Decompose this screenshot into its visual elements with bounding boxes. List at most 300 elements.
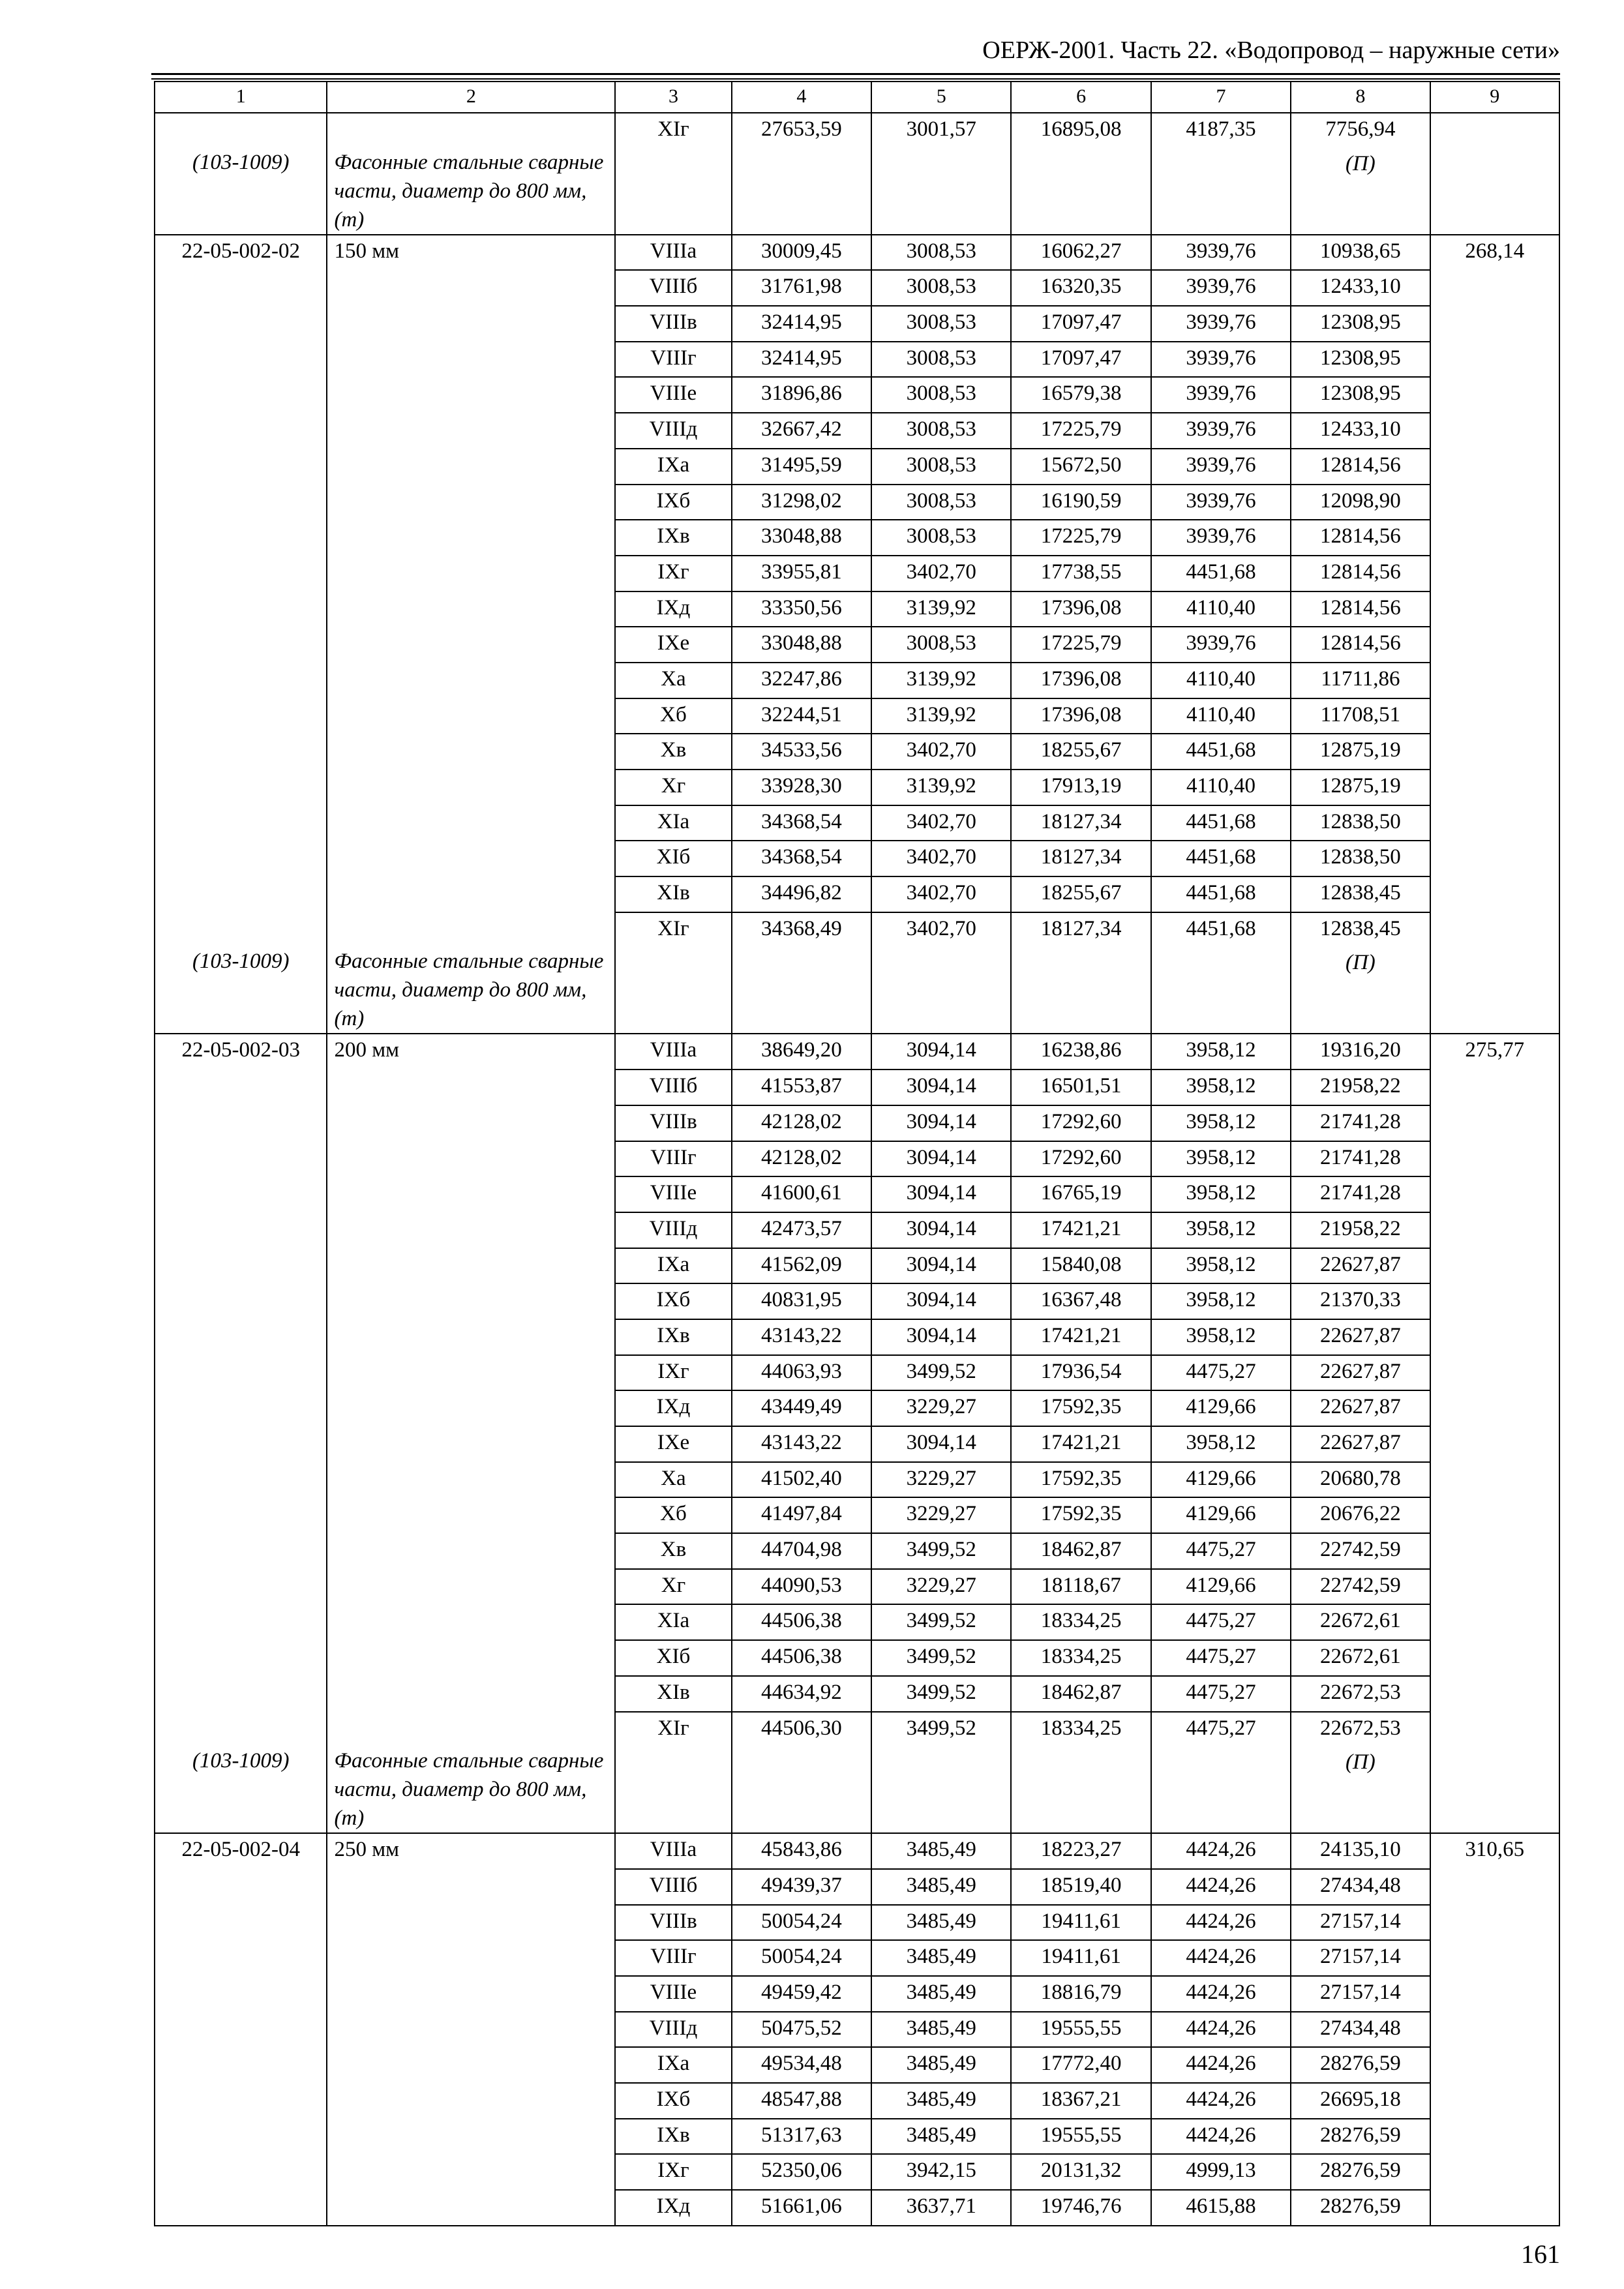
name-cell [327, 1462, 615, 1498]
value-cell: 3485,49 [871, 1833, 1011, 1869]
value-cell: 32244,51 [732, 698, 871, 734]
value-cell: 27434,48 [1291, 1869, 1430, 1905]
name-cell [327, 449, 615, 485]
code-cell [155, 1533, 327, 1569]
value-cell: 12838,50 [1291, 841, 1430, 876]
value-cell: 41600,61 [732, 1176, 871, 1212]
value-cell: 21741,28 [1291, 1105, 1430, 1141]
value-cell: 18367,21 [1011, 2083, 1150, 2119]
col9-cell [1430, 1676, 1559, 1712]
value-cell: 12875,19 [1291, 770, 1430, 805]
table-row [155, 449, 1559, 485]
value-cell: 18519,40 [1011, 1869, 1150, 1905]
zone-cell: Xв [615, 734, 731, 770]
code-cell [155, 912, 327, 948]
value-cell: 44506,38 [732, 1604, 871, 1640]
value-cell: 18255,67 [1011, 876, 1150, 912]
value-cell: 3008,53 [871, 235, 1011, 271]
value-cell: 4424,26 [1151, 2119, 1291, 2155]
name-cell [327, 1676, 615, 1712]
empty-cell [615, 148, 731, 235]
empty-cell [871, 1746, 1011, 1833]
name-cell [327, 912, 615, 948]
zone-cell: IXа [615, 1248, 731, 1284]
zone-cell: XIг [615, 912, 731, 948]
code-cell [155, 2190, 327, 2226]
name-cell [327, 1533, 615, 1569]
price-table [154, 81, 1560, 2226]
value-cell: 18334,25 [1011, 1604, 1150, 1640]
value-cell: 3402,70 [871, 556, 1011, 591]
value-cell: 27157,14 [1291, 1976, 1430, 2012]
value-cell: 10938,65 [1291, 235, 1430, 271]
col9-cell [1430, 2012, 1559, 2048]
resource-row [155, 947, 1559, 1034]
value-cell: 12308,95 [1291, 377, 1430, 413]
col9-cell [1430, 2047, 1559, 2083]
value-cell: 3008,53 [871, 485, 1011, 520]
col9-cell [1430, 342, 1559, 378]
table-row [155, 270, 1559, 306]
name-cell [327, 1497, 615, 1533]
value-cell: 17292,60 [1011, 1141, 1150, 1177]
value-cell: 4110,40 [1151, 663, 1291, 698]
value-cell: 17225,79 [1011, 627, 1150, 663]
col9-cell [1430, 805, 1559, 841]
value-cell: 51661,06 [732, 2190, 871, 2226]
zone-cell: IXв [615, 1319, 731, 1355]
column-number: 8 [1291, 82, 1430, 113]
col9-cell [1430, 1319, 1559, 1355]
code-cell [155, 1390, 327, 1426]
table-row [155, 306, 1559, 342]
value-cell: 4451,68 [1151, 841, 1291, 876]
value-cell: 22627,87 [1291, 1355, 1430, 1391]
col9-cell [1430, 270, 1559, 306]
empty-cell [615, 947, 731, 1034]
code-cell [155, 2119, 327, 2155]
value-cell: 4110,40 [1151, 770, 1291, 805]
value-cell: 3008,53 [871, 627, 1011, 663]
code-cell [155, 734, 327, 770]
value-cell: 20131,32 [1011, 2154, 1150, 2190]
value-cell: 3485,49 [871, 1940, 1011, 1976]
table-row [155, 770, 1559, 805]
table-row [155, 1833, 1559, 1869]
column-number: 3 [615, 82, 731, 113]
value-cell: 3485,49 [871, 2012, 1011, 2048]
table-row [155, 413, 1559, 449]
resource-name: Фасонные стальные сварные части, диаметр до 800 мм, (т) [327, 1746, 615, 1833]
value-cell: 3139,92 [871, 698, 1011, 734]
col9-cell [1430, 2154, 1559, 2190]
value-cell: 27434,48 [1291, 2012, 1430, 2048]
zone-cell: IXд [615, 591, 731, 627]
name-cell [327, 1905, 615, 1941]
name-cell [327, 485, 615, 520]
name-cell [327, 627, 615, 663]
table-row [155, 805, 1559, 841]
value-cell: 3939,76 [1151, 377, 1291, 413]
zone-cell: IXб [615, 485, 731, 520]
value-cell: 17592,35 [1011, 1390, 1150, 1426]
value-cell: 16238,86 [1011, 1034, 1150, 1070]
value-cell: 3939,76 [1151, 235, 1291, 271]
value-cell: 3008,53 [871, 342, 1011, 378]
col9-cell: 310,65 [1430, 1833, 1559, 1869]
value-cell: 3008,53 [871, 270, 1011, 306]
name-cell: 150 мм [327, 235, 615, 271]
table-row [155, 1283, 1559, 1319]
value-cell: 3008,53 [871, 377, 1011, 413]
value-cell: 3499,52 [871, 1355, 1011, 1391]
value-cell: 32247,86 [732, 663, 871, 698]
name-cell [327, 306, 615, 342]
value-cell: 18462,87 [1011, 1533, 1150, 1569]
value-cell: 4999,13 [1151, 2154, 1291, 2190]
value-cell: 24135,10 [1291, 1833, 1430, 1869]
code-cell [155, 876, 327, 912]
value-cell: 4424,26 [1151, 1869, 1291, 1905]
value-cell: 3139,92 [871, 770, 1011, 805]
value-cell: 17396,08 [1011, 698, 1150, 734]
value-cell: 19411,61 [1011, 1940, 1150, 1976]
value-cell: 4129,66 [1151, 1462, 1291, 1498]
value-cell: 16320,35 [1011, 270, 1150, 306]
table-row [155, 1712, 1559, 1747]
value-cell: 17913,19 [1011, 770, 1150, 805]
value-cell: 3958,12 [1151, 1283, 1291, 1319]
zone-cell: IXе [615, 1426, 731, 1462]
value-cell: 3637,71 [871, 2190, 1011, 2226]
table-row [155, 1869, 1559, 1905]
value-cell: 41502,40 [732, 1462, 871, 1498]
value-cell: 44506,38 [732, 1640, 871, 1676]
zone-cell: XIа [615, 1604, 731, 1640]
value-cell: 18462,87 [1011, 1676, 1150, 1712]
value-cell: 3008,53 [871, 520, 1011, 556]
value-cell: 3939,76 [1151, 627, 1291, 663]
value-cell: 43143,22 [732, 1426, 871, 1462]
value-cell: 32414,95 [732, 306, 871, 342]
name-cell [327, 520, 615, 556]
code-cell [155, 485, 327, 520]
zone-cell: VIIIв [615, 1905, 731, 1941]
table-row [155, 1034, 1559, 1070]
code-cell [155, 1676, 327, 1712]
value-cell: 31761,98 [732, 270, 871, 306]
name-cell [327, 1940, 615, 1976]
zone-cell: VIIIг [615, 342, 731, 378]
table-row [155, 1105, 1559, 1141]
name-cell [327, 1176, 615, 1212]
value-cell: 48547,88 [732, 2083, 871, 2119]
code-cell [155, 413, 327, 449]
name-cell [327, 2012, 615, 2048]
value-cell: 32667,42 [732, 413, 871, 449]
name-cell [327, 1426, 615, 1462]
value-cell: 18127,34 [1011, 841, 1150, 876]
name-cell [327, 1319, 615, 1355]
empty-cell [1430, 1746, 1559, 1833]
value-cell: 3485,49 [871, 1905, 1011, 1941]
zone-cell: Xб [615, 698, 731, 734]
value-cell: 3229,27 [871, 1390, 1011, 1426]
value-cell: 20680,78 [1291, 1462, 1430, 1498]
table-row [155, 2083, 1559, 2119]
value-cell: 3094,14 [871, 1319, 1011, 1355]
value-cell: 18334,25 [1011, 1640, 1150, 1676]
zone-cell: VIIIд [615, 1212, 731, 1248]
value-cell: 31495,59 [732, 449, 871, 485]
value-cell: 21958,22 [1291, 1070, 1430, 1105]
col9-cell [1430, 485, 1559, 520]
value-cell: 3485,49 [871, 1976, 1011, 2012]
code-cell: 22-05-002-04 [155, 1833, 327, 1869]
value-cell: 21958,22 [1291, 1212, 1430, 1248]
value-cell: 4110,40 [1151, 591, 1291, 627]
zone-cell: VIIIб [615, 1070, 731, 1105]
value-cell: 3008,53 [871, 413, 1011, 449]
value-cell: 16501,51 [1011, 1070, 1150, 1105]
value-cell: 22627,87 [1291, 1426, 1430, 1462]
empty-cell [871, 947, 1011, 1034]
col9-cell [1430, 1604, 1559, 1640]
col9-cell [1430, 1640, 1559, 1676]
code-cell [155, 270, 327, 306]
empty-cell [1430, 947, 1559, 1034]
value-cell: 17738,55 [1011, 556, 1150, 591]
value-cell: 12433,10 [1291, 270, 1430, 306]
table-row [155, 1426, 1559, 1462]
table-row [155, 2047, 1559, 2083]
name-cell [327, 556, 615, 591]
value-cell: 16062,27 [1011, 235, 1150, 271]
value-cell: 4451,68 [1151, 556, 1291, 591]
col9-cell [1430, 1070, 1559, 1105]
value-cell: 21370,33 [1291, 1283, 1430, 1319]
zone-cell: Xа [615, 1462, 731, 1498]
value-cell: 22627,87 [1291, 1319, 1430, 1355]
zone-cell: VIIIб [615, 1869, 731, 1905]
value-cell: 17421,21 [1011, 1319, 1150, 1355]
code-cell [155, 2047, 327, 2083]
value-cell: 3499,52 [871, 1533, 1011, 1569]
name-cell [327, 663, 615, 698]
value-cell: 16895,08 [1011, 113, 1150, 148]
code-cell [155, 698, 327, 734]
empty-cell [1151, 947, 1291, 1034]
code-cell [155, 449, 327, 485]
value-cell: 19555,55 [1011, 2119, 1150, 2155]
value-cell: 17592,35 [1011, 1462, 1150, 1498]
value-cell: 3939,76 [1151, 342, 1291, 378]
name-cell [327, 413, 615, 449]
column-number: 2 [327, 82, 615, 113]
col9-cell [1430, 1390, 1559, 1426]
col9-cell [1430, 1283, 1559, 1319]
value-cell: 18127,34 [1011, 912, 1150, 948]
table-row [155, 520, 1559, 556]
zone-cell: VIIIе [615, 1976, 731, 2012]
name-cell [327, 805, 615, 841]
zone-cell: IXд [615, 2190, 731, 2226]
value-cell: 38649,20 [732, 1034, 871, 1070]
value-cell: 12308,95 [1291, 306, 1430, 342]
value-cell: 7756,94 [1291, 113, 1430, 148]
value-cell: 3402,70 [871, 734, 1011, 770]
empty-cell [732, 148, 871, 235]
value-cell: 16765,19 [1011, 1176, 1150, 1212]
code-cell [155, 1319, 327, 1355]
name-cell [327, 1604, 615, 1640]
value-cell: 33048,88 [732, 520, 871, 556]
table-row [155, 1569, 1559, 1605]
value-cell: 4475,27 [1151, 1604, 1291, 1640]
col9-cell: 275,77 [1430, 1034, 1559, 1070]
name-cell [327, 1976, 615, 2012]
zone-cell: IXб [615, 1283, 731, 1319]
col9-cell [1430, 2119, 1559, 2155]
code-cell [155, 841, 327, 876]
zone-cell: VIIIд [615, 413, 731, 449]
value-cell: 4451,68 [1151, 912, 1291, 948]
code-cell [155, 1070, 327, 1105]
value-cell: 3499,52 [871, 1712, 1011, 1747]
value-cell: 3499,52 [871, 1640, 1011, 1676]
empty-cell [732, 1746, 871, 1833]
value-cell: 18127,34 [1011, 805, 1150, 841]
zone-cell: XIв [615, 1676, 731, 1712]
value-cell: 27157,14 [1291, 1940, 1430, 1976]
resource-unit-marker: (П) [1291, 947, 1430, 1034]
resource-name: Фасонные стальные сварные части, диаметр до 800 мм, (т) [327, 148, 615, 235]
value-cell: 4129,66 [1151, 1569, 1291, 1605]
value-cell: 17396,08 [1011, 591, 1150, 627]
value-cell: 27653,59 [732, 113, 871, 148]
resource-unit-marker: (П) [1291, 148, 1430, 235]
name-cell [327, 734, 615, 770]
value-cell: 3229,27 [871, 1497, 1011, 1533]
value-cell: 21741,28 [1291, 1141, 1430, 1177]
value-cell: 17592,35 [1011, 1497, 1150, 1533]
col9-cell [1430, 1355, 1559, 1391]
value-cell: 41562,09 [732, 1248, 871, 1284]
name-cell [327, 2047, 615, 2083]
value-cell: 18255,67 [1011, 734, 1150, 770]
value-cell: 16190,59 [1011, 485, 1150, 520]
zone-cell: XIб [615, 841, 731, 876]
resource-row [155, 1746, 1559, 1833]
table-row [155, 1070, 1559, 1105]
empty-cell [1011, 1746, 1150, 1833]
value-cell: 4424,26 [1151, 2012, 1291, 2048]
value-cell: 4129,66 [1151, 1390, 1291, 1426]
value-cell: 3485,49 [871, 2083, 1011, 2119]
name-cell [327, 113, 615, 148]
value-cell: 44090,53 [732, 1569, 871, 1605]
name-cell [327, 1141, 615, 1177]
name-cell [327, 2083, 615, 2119]
value-cell: 3402,70 [871, 841, 1011, 876]
table-row [155, 1976, 1559, 2012]
zone-cell: IXв [615, 520, 731, 556]
value-cell: 3939,76 [1151, 520, 1291, 556]
value-cell: 3939,76 [1151, 449, 1291, 485]
resource-code: (103-1009) [155, 1746, 327, 1833]
code-cell: 22-05-002-03 [155, 1034, 327, 1070]
value-cell: 4424,26 [1151, 1833, 1291, 1869]
value-cell: 12814,56 [1291, 556, 1430, 591]
code-cell [155, 1712, 327, 1747]
value-cell: 4451,68 [1151, 734, 1291, 770]
value-cell: 34533,56 [732, 734, 871, 770]
col9-cell [1430, 912, 1559, 948]
value-cell: 3094,14 [871, 1212, 1011, 1248]
value-cell: 44704,98 [732, 1533, 871, 1569]
code-cell [155, 1355, 327, 1391]
table-row [155, 1248, 1559, 1284]
name-cell [327, 698, 615, 734]
value-cell: 12308,95 [1291, 342, 1430, 378]
value-cell: 12838,50 [1291, 805, 1430, 841]
table-row [155, 1940, 1559, 1976]
value-cell: 51317,63 [732, 2119, 871, 2155]
value-cell: 34368,54 [732, 841, 871, 876]
col9-cell [1430, 2083, 1559, 2119]
code-cell [155, 1462, 327, 1498]
zone-cell: XIг [615, 113, 731, 148]
value-cell: 4187,35 [1151, 113, 1291, 148]
name-cell [327, 377, 615, 413]
value-cell: 12814,56 [1291, 449, 1430, 485]
value-cell: 49534,48 [732, 2047, 871, 2083]
value-cell: 3499,52 [871, 1604, 1011, 1640]
code-cell [155, 1141, 327, 1177]
value-cell: 3958,12 [1151, 1176, 1291, 1212]
zone-cell: VIIIа [615, 1034, 731, 1070]
code-cell [155, 1497, 327, 1533]
col9-cell [1430, 1940, 1559, 1976]
value-cell: 4475,27 [1151, 1712, 1291, 1747]
table-row [155, 1497, 1559, 1533]
value-cell: 3094,14 [871, 1105, 1011, 1141]
value-cell: 49439,37 [732, 1869, 871, 1905]
name-cell [327, 342, 615, 378]
col9-cell [1430, 1105, 1559, 1141]
empty-cell [615, 1746, 731, 1833]
col9-cell [1430, 1533, 1559, 1569]
col9-cell [1430, 1176, 1559, 1212]
value-cell: 4615,88 [1151, 2190, 1291, 2226]
table-row [155, 1390, 1559, 1426]
value-cell: 19746,76 [1011, 2190, 1150, 2226]
empty-cell [1011, 148, 1150, 235]
code-cell [155, 306, 327, 342]
code-cell [155, 1105, 327, 1141]
value-cell: 49459,42 [732, 1976, 871, 2012]
name-cell [327, 1283, 615, 1319]
col9-cell [1430, 627, 1559, 663]
value-cell: 31298,02 [732, 485, 871, 520]
value-cell: 33350,56 [732, 591, 871, 627]
zone-cell: VIIIв [615, 1105, 731, 1141]
empty-cell [1011, 947, 1150, 1034]
value-cell: 33928,30 [732, 770, 871, 805]
value-cell: 4129,66 [1151, 1497, 1291, 1533]
value-cell: 42128,02 [732, 1105, 871, 1141]
col9-cell [1430, 1212, 1559, 1248]
